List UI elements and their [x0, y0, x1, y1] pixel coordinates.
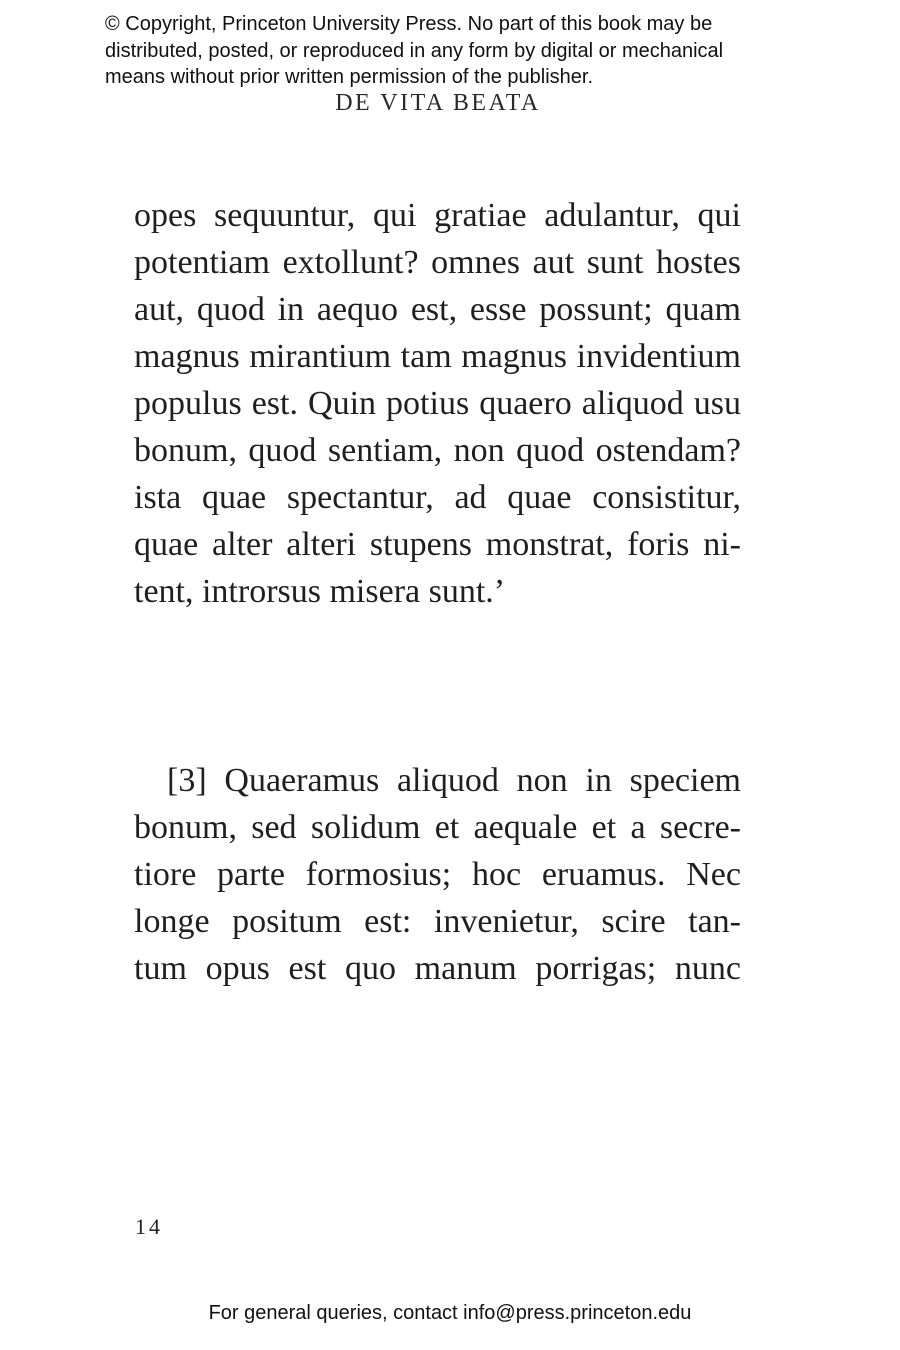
text-line: magnus mirantium tam magnus invidentium — [134, 338, 741, 375]
text-line: aut, quod in aequo est, esse possunt; quam — [134, 291, 741, 328]
text-line: bonum, sed solidum et aequale et a secre- — [134, 809, 741, 846]
copyright-line: means without prior written permission of the publisher. — [105, 66, 594, 88]
footer-contact-note: For general queries, contact info@press.princeton.edu — [208, 1302, 692, 1324]
copyright-line: distributed, posted, or reproduced in any form by digital or mechanical — [105, 39, 724, 62]
text-line: [3] Quaeramus aliquod non in speciem — [167, 762, 741, 799]
text-line: potentiam extollunt? omnes aut sunt hostes — [134, 244, 741, 281]
text-line: tent, introrsus misera sunt.’ — [134, 573, 506, 610]
text-line: bonum, quod sentiam, non quod ostendam? — [134, 432, 741, 469]
text-line: opes sequuntur, qui gratiae adulantur, qui — [134, 197, 741, 234]
body-paragraph — [134, 192, 741, 615]
page-number: 14 — [135, 1214, 163, 1239]
text-line: ista quae spectantur, ad quae consistitur, — [134, 479, 741, 516]
text-line: populus est. Quin potius quaero aliquod usu — [134, 385, 741, 422]
text-line: tum opus est quo manum porrigas; nunc — [134, 950, 741, 987]
body-paragraph — [134, 757, 741, 992]
text-line: quae alter alteri stupens monstrat, foris ni- — [134, 526, 741, 563]
text-line: tiore parte formosius; hoc eruamus. Nec — [134, 856, 741, 893]
copyright-line: © Copyright, Princeton University Press. No part of this book may be — [105, 13, 713, 35]
text-line: longe positum est: invenietur, scire tan- — [134, 903, 741, 940]
running-head: DE VITA BEATA — [335, 90, 541, 116]
copyright-notice — [105, 11, 825, 91]
